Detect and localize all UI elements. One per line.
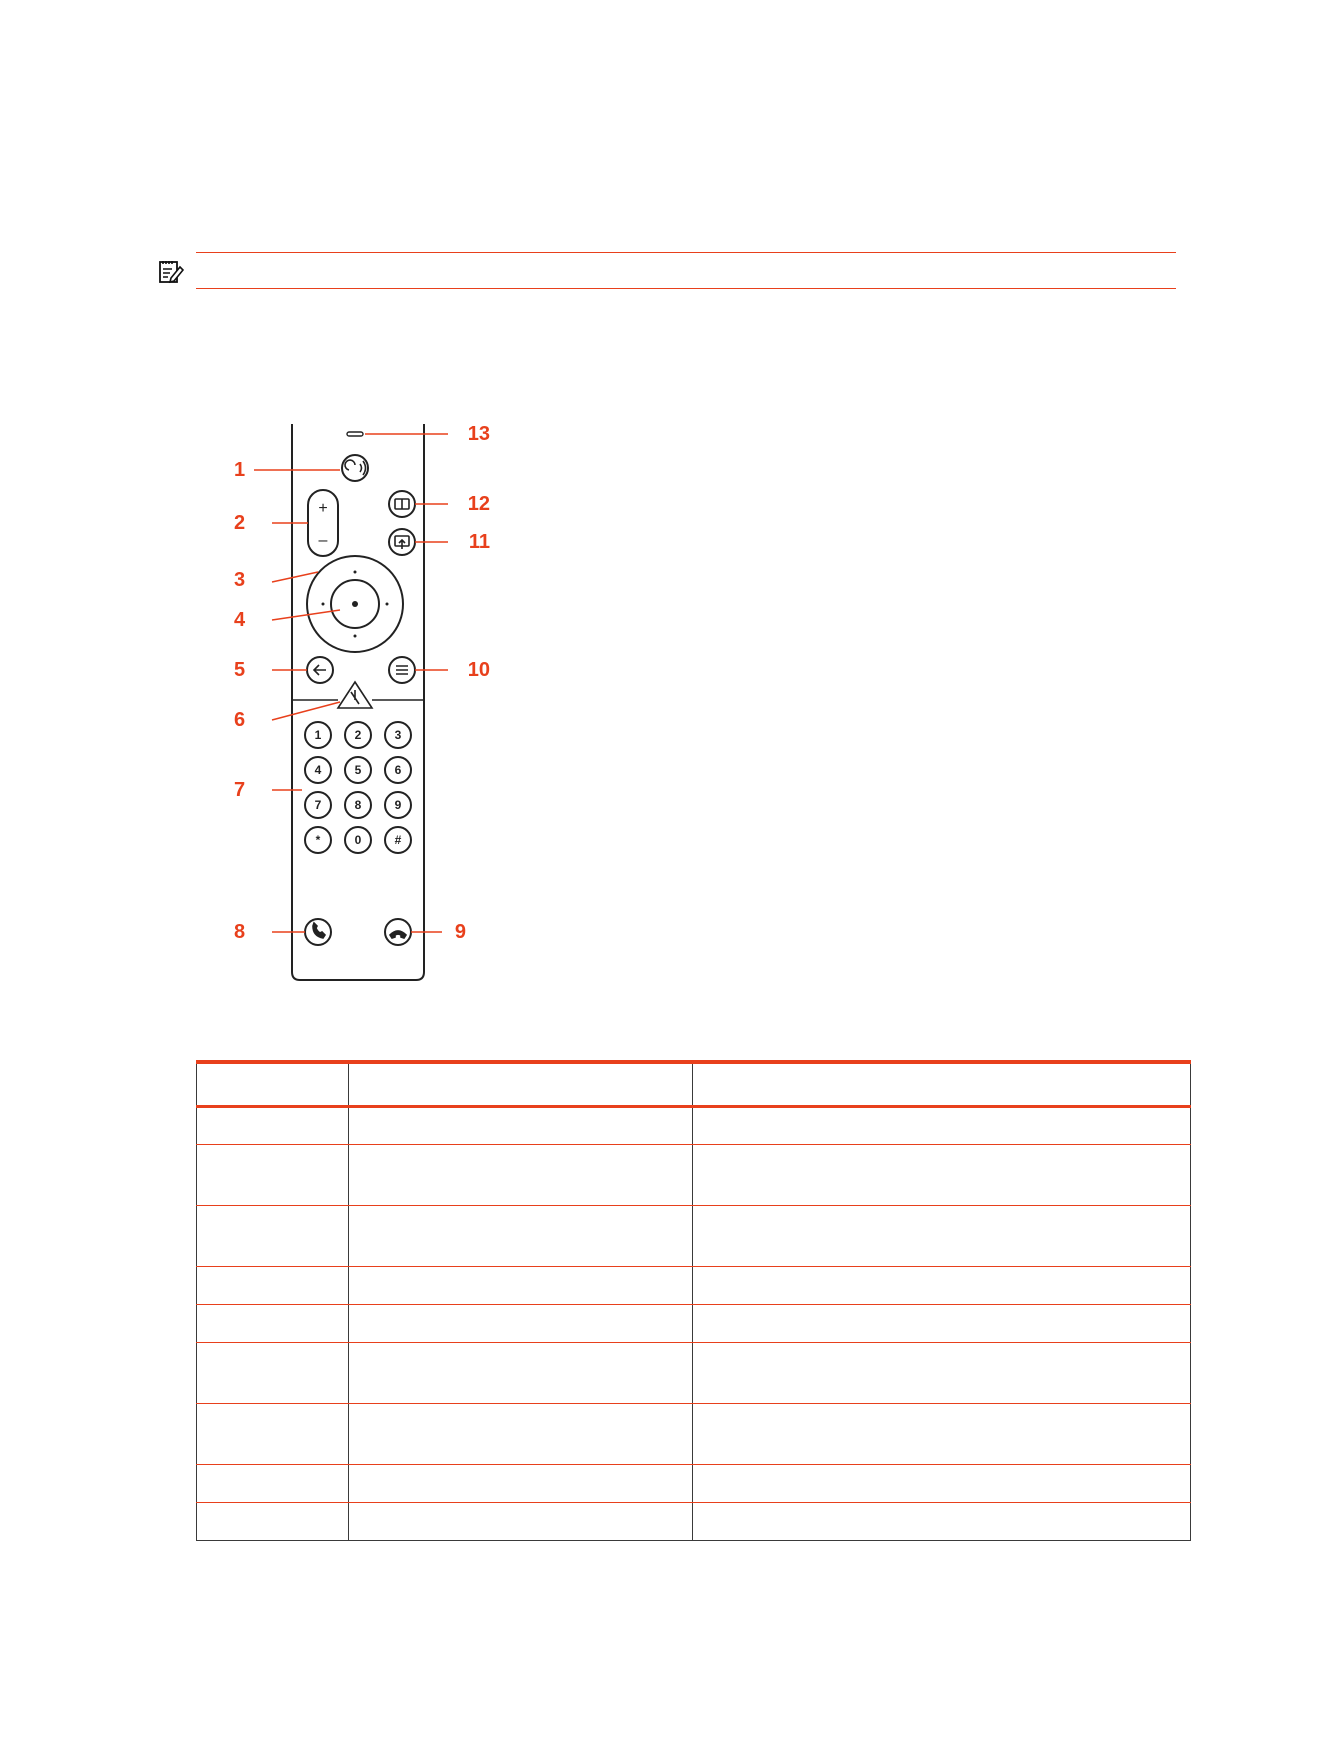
keypad-key-label: 8	[354, 798, 362, 812]
callout-leader-line	[272, 572, 318, 582]
voice-icon	[345, 460, 365, 475]
table-cell	[197, 1145, 349, 1206]
callout-number: 11	[468, 531, 490, 553]
callout-number: 4	[234, 609, 246, 631]
table-cell	[349, 1206, 693, 1267]
table-cell	[349, 1305, 693, 1343]
hangup-icon	[390, 931, 406, 938]
callout-leader-line	[272, 702, 340, 720]
callout-number: 2	[234, 512, 246, 534]
table-cell	[197, 1503, 349, 1541]
table-cell	[693, 1343, 1191, 1404]
keypad-key-label: 4	[314, 763, 322, 777]
table-row	[197, 1267, 1191, 1305]
callout-number: 1	[234, 459, 246, 481]
keypad-key-label: #	[394, 833, 402, 847]
table-cell	[197, 1465, 349, 1503]
table-row	[197, 1145, 1191, 1206]
callout-number: 10	[467, 659, 490, 681]
table-cell	[197, 1206, 349, 1267]
callout-number: 6	[234, 709, 246, 731]
table-cell	[349, 1267, 693, 1305]
callout-number: 13	[467, 423, 490, 445]
keypad-key-label: 0	[354, 833, 362, 847]
table-row	[197, 1465, 1191, 1503]
keypad-key-label: 5	[354, 763, 362, 777]
table-row	[197, 1305, 1191, 1343]
mute-icon	[351, 690, 359, 704]
table-cell	[197, 1267, 349, 1305]
note-top-rule	[196, 252, 1176, 253]
table-cell	[349, 1404, 693, 1465]
note-pencil-icon	[158, 258, 184, 284]
table-cell	[693, 1206, 1191, 1267]
keypad-key-label: 2	[354, 728, 362, 742]
remote-control-figure	[230, 420, 490, 990]
callout-number: 12	[467, 493, 490, 515]
volume-minus-label: –	[318, 532, 328, 549]
callout-number: 9	[454, 921, 466, 943]
keypad-key-label: 9	[394, 798, 402, 812]
note-box	[158, 252, 1176, 292]
table-row	[197, 1404, 1191, 1465]
table-cell	[349, 1465, 693, 1503]
table-cell	[693, 1267, 1191, 1305]
table-header	[693, 1062, 1191, 1107]
keypad-key-label: 7	[314, 798, 322, 812]
keypad-key-label: *	[315, 833, 321, 847]
keypad-key-label: 3	[394, 728, 402, 742]
table-row	[197, 1343, 1191, 1404]
led-indicator	[347, 432, 363, 436]
table-cell	[197, 1404, 349, 1465]
volume-plus-label: +	[318, 500, 328, 517]
keypad-key-label: 1	[314, 728, 322, 742]
call-icon	[313, 923, 325, 938]
table-cell	[349, 1107, 693, 1145]
callout-number: 3	[234, 569, 246, 591]
table-header	[349, 1062, 693, 1107]
callout-leader-line	[272, 610, 340, 620]
table-cell	[197, 1107, 349, 1145]
callout-labels	[234, 423, 490, 943]
callout-number: 5	[234, 659, 246, 681]
callout-number: 7	[234, 779, 246, 801]
table-cell	[693, 1465, 1191, 1503]
keypad-key-label: 6	[394, 763, 402, 777]
table-cell	[197, 1343, 349, 1404]
table-cell	[693, 1305, 1191, 1343]
table-cell	[693, 1145, 1191, 1206]
keypad	[305, 722, 411, 853]
table-cell	[693, 1107, 1191, 1145]
callout-number: 8	[234, 921, 246, 943]
table-cell	[693, 1404, 1191, 1465]
note-bottom-rule	[196, 288, 1176, 289]
table-cell	[349, 1145, 693, 1206]
menu-icon	[396, 666, 408, 674]
back-arrow-icon	[314, 665, 326, 675]
table-cell	[197, 1305, 349, 1343]
table-row	[197, 1503, 1191, 1541]
table-cell	[349, 1503, 693, 1541]
table-row	[197, 1107, 1191, 1145]
buttons-table	[196, 1060, 1191, 1541]
table-cell	[349, 1343, 693, 1404]
table-header	[197, 1062, 349, 1107]
table-header-row	[197, 1062, 1191, 1107]
table-row	[197, 1206, 1191, 1267]
table-cell	[693, 1503, 1191, 1541]
